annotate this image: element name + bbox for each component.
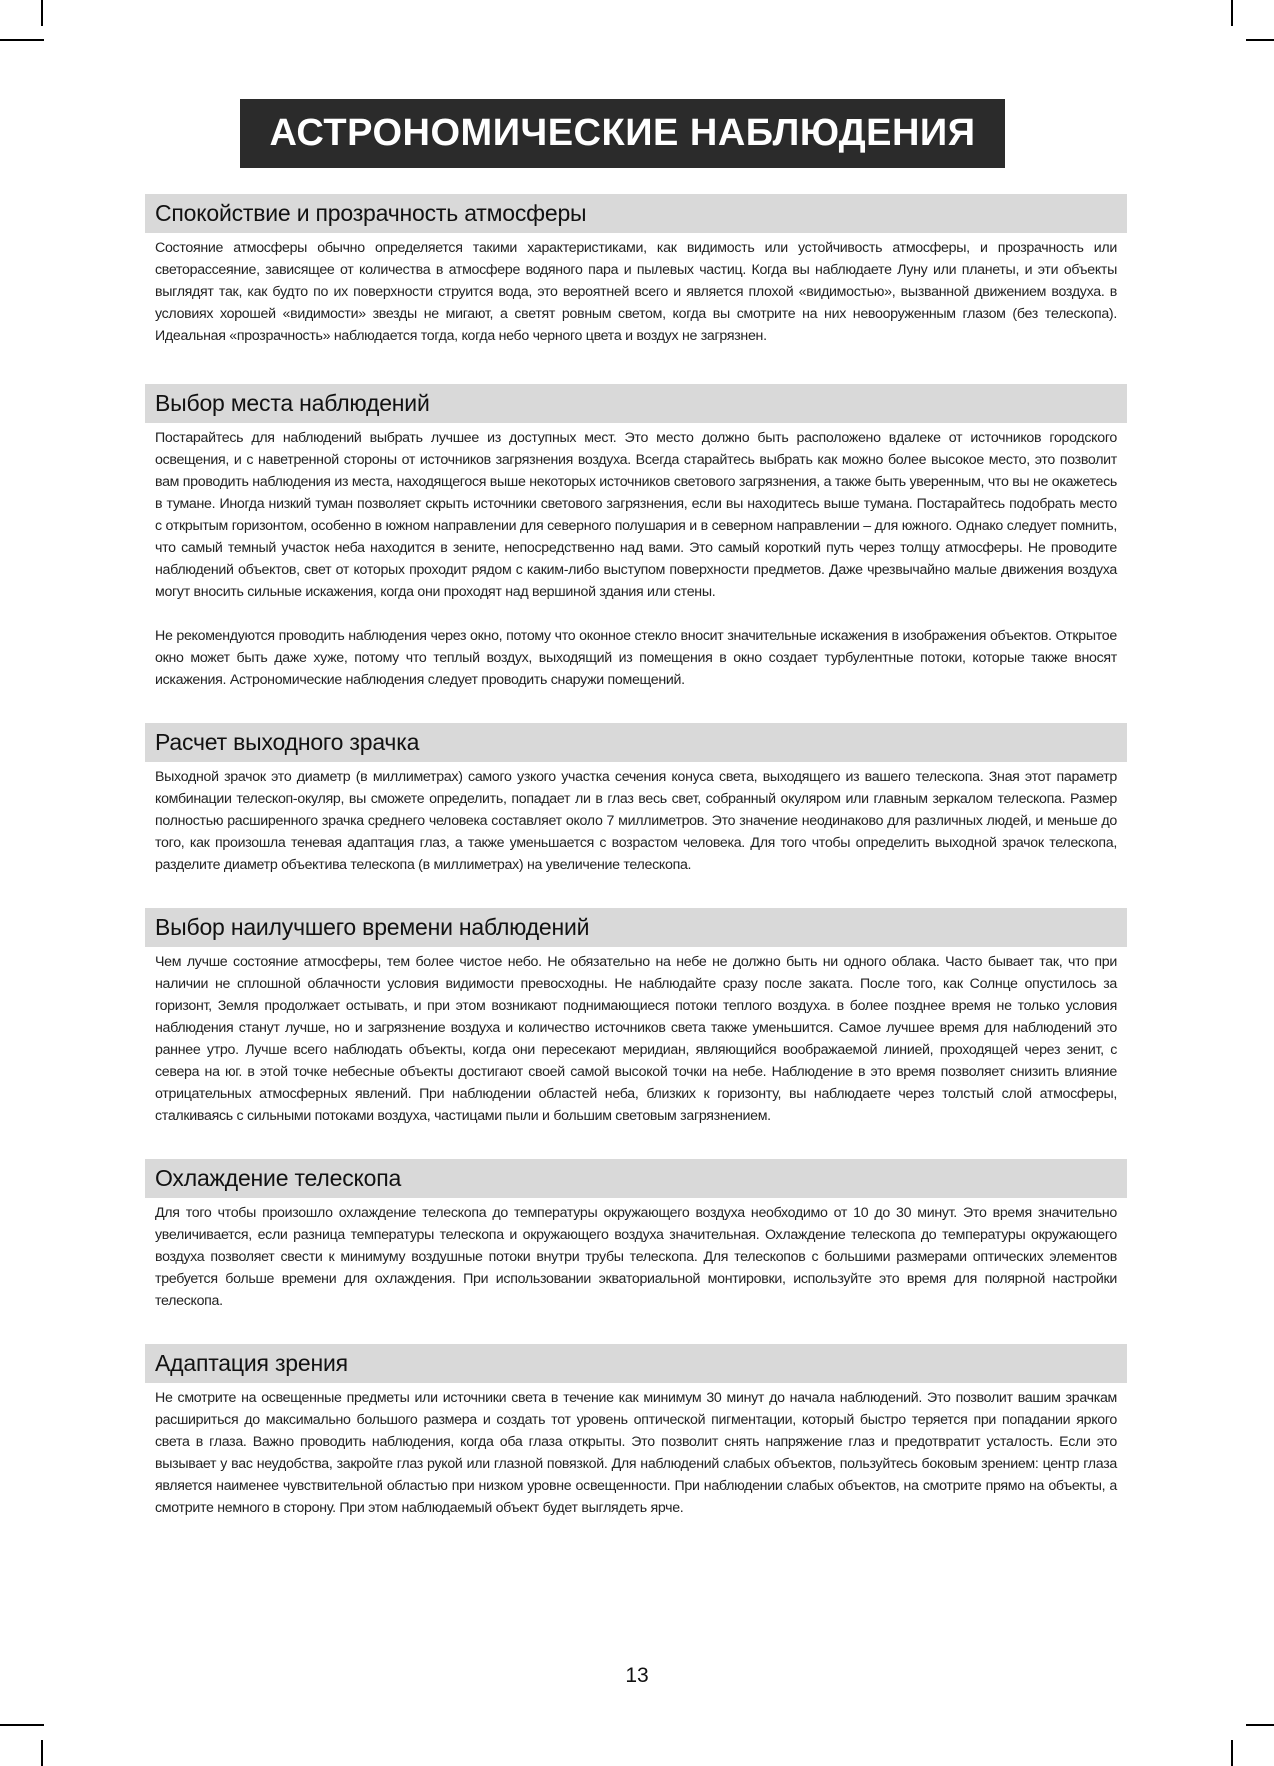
paragraph: Выходной зрачок это диаметр (в миллиметрах) самого узкого участка сечения конуса света, выходящего из вашего телескопа. Зная этот параметр комбинации телескоп-окуляр, вы сможете определить, попадает ли в глаз весь свет, собранный окуляром или главным зеркалом телескопа. Размер полностью расширенного зрачка среднего человека составляет около 7 миллиметров. Это значение неодинаково для различных людей, и меньше до того, как произошла теневая адаптация глаз, а также уменьшается с возрастом человека. Для того чтобы определить выходной зрачок телескопа, разделите диаметр объектива телескопа (в миллиметрах) на увеличение телескопа. xyxy=(155,769,1117,873)
page-number: 13 xyxy=(625,1664,649,1687)
section-heading: Расчет выходного зрачка xyxy=(155,729,420,755)
section-atmosphere xyxy=(145,194,1127,347)
crop-mark xyxy=(1246,1724,1274,1726)
page-title: АСТРОНОМИЧЕСКИЕ НАБЛЮДЕНИЯ xyxy=(269,112,976,154)
paragraph: Состояние атмосферы обычно определяется такими характеристиками, как видимость или устойчивость атмосферы, и прозрачность или светорассеяние, зависящее от количества в атмосфере водяного пара и пылевых частиц. Когда вы наблюдаете Луну или планеты, и эти объекты выглядят так, как будто по их поверхности струится вода, это вероятней всего и является плохой «видимостью», вызванной движением воздуха. в условиях хорошей «видимости» звезды не мигают, а светят ровным светом, когда вы смотрите на них невооруженным глазом (без телескопа). Идеальная «прозрачность» наблюдается тогда, когда небо черного цвета и воздух не загрязнен. xyxy=(155,240,1117,344)
section-header xyxy=(145,1344,1127,1383)
section-cooling xyxy=(145,1159,1127,1312)
section-header xyxy=(145,723,1127,762)
section-heading: Спокойствие и прозрачность атмосферы xyxy=(155,200,587,226)
crop-mark xyxy=(0,1724,44,1726)
section-adaptation xyxy=(145,1344,1127,1519)
paragraph: Не смотрите на освещенные предметы или источники света в течение как минимум 30 минут до начала наблюдений. Это позволит вашим зрачкам расшириться до максимально большого размера и создать тот уровень оптической пигментации, который быстро теряется при попадании яркого света в глаза. Важно проводить наблюдения, когда оба глаза открыты. Это позволит снять напряжение глаз и предотвратит усталость. Если это вызывает у вас неудобства, закройте глаз рукой или глазной повязкой. Для наблюдений слабых объектов, пользуйтесь боковым зрением: центр глаза является наименее чувствительной областью при низком уровне освещенности. При наблюдении слабых объектов, на смотрите прямо на объекты, а смотрите немного в сторону. При этом наблюдаемый объект будет выглядеть ярче. xyxy=(155,1390,1117,1516)
paragraph: Чем лучше состояние атмосферы, тем более чистое небо. Не обязательно на небе не должно быть ни одного облака. Часто бывает так, что при наличии не сплошной облачности условия видимости превосходны. Не наблюдайте сразу после заката. После того, как Солнце опустилось за горизонт, Земля продолжает остывать, и при этом возникают поднимающиеся потоки теплого воздуха. в более позднее время не только условия наблюдения станут лучше, но и загрязнение воздуха и количество источников света также уменьшится. Самое лучшее время для наблюдений это раннее утро. Лучше всего наблюдать объекты, когда они пересекают меридиан, являющийся воображаемой линией, проходящей через зенит, с севера на юг. в этой точке небесные объекты достигают своей самой высокой точки на небе. Наблюдение в это время позволяет снизить влияние отрицательных атмосферных явлений. При наблюдении областей неба, близких к горизонту, вы наблюдаете через толстый слой атмосферы, сталкиваясь с сильными потоками воздуха, частицами пыли и большим световым загрязнением. xyxy=(155,954,1117,1124)
section-best-time xyxy=(145,908,1127,1127)
crop-mark xyxy=(1231,0,1233,26)
crop-mark xyxy=(1246,39,1274,41)
section-heading: Адаптация зрения xyxy=(155,1350,348,1376)
section-header xyxy=(145,384,1127,423)
document-body xyxy=(145,194,1127,1551)
section-location xyxy=(145,384,1127,691)
crop-mark xyxy=(41,0,43,26)
section-header xyxy=(145,908,1127,947)
paragraph: Постарайтесь для наблюдений выбрать лучшее из доступных мест. Это место должно быть расположено вдалеке от источников городского освещения, и с наветренной стороны от источников загрязнения воздуха. Всегда старайтесь выбрать как можно более высокое место, это позволит вам проводить наблюдения из места, находящегося выше некоторых источников светового загрязнения, а также быть уверенным, что вы не окажетесь в тумане. Иногда низкий туман позволяет скрыть источники светового загрязнения, если вы находитесь выше тумана. Постарайтесь подобрать место с открытым горизонтом, особенно в южном направлении для северного полушария и в северном направлении – для южного. Однако следует помнить, что самый темный участок неба находится в зените, непосредственно над вами. Это самый короткий путь через толщу атмосферы. Не проводите наблюдений объектов, свет от которых проходит рядом с каким-либо выступом поверхности предметов. Даже чрезвычайно малые движения воздуха могут вносить сильные искажения, когда они проходят над вершиной здания или стены. xyxy=(155,430,1117,600)
paragraph: Не рекомендуются проводить наблюдения через окно, потому что оконное стекло вносит значительные искажения в изображения объектов. Открытое окно может быть даже хуже, потому что теплый воздух, выходящий из помещения в окно создает турбулентные потоки, которые также вносят искажения. Астрономические наблюдения следует проводить снаружи помещений. xyxy=(155,628,1117,688)
crop-mark xyxy=(41,1740,43,1766)
crop-mark xyxy=(0,39,44,41)
section-exit-pupil xyxy=(145,723,1127,876)
section-heading: Выбор места наблюдений xyxy=(155,390,430,416)
section-header xyxy=(145,1159,1127,1198)
paragraph: Для того чтобы произошло охлаждение телескопа до температуры окружающего воздуха необходимо от 10 до 30 минут. Это время значительно увеличивается, если разница температуры телескопа и окружающего воздуха значительная. Охлаждение телескопа до температуры окружающего воздуха позволяет свести к минимуму воздушные потоки внутри трубы телескопа. Для телескопов с большими размерами оптических элементов требуется больше времени для охлаждения. При использовании экваториальной монтировки, используйте это время для полярной настройки телескопа. xyxy=(155,1205,1117,1309)
section-heading: Охлаждение телескопа xyxy=(155,1165,402,1191)
crop-mark xyxy=(1231,1740,1233,1766)
section-header xyxy=(145,194,1127,233)
page-title-bar xyxy=(240,99,1005,168)
section-heading: Выбор наилучшего времени наблюдений xyxy=(155,914,590,940)
